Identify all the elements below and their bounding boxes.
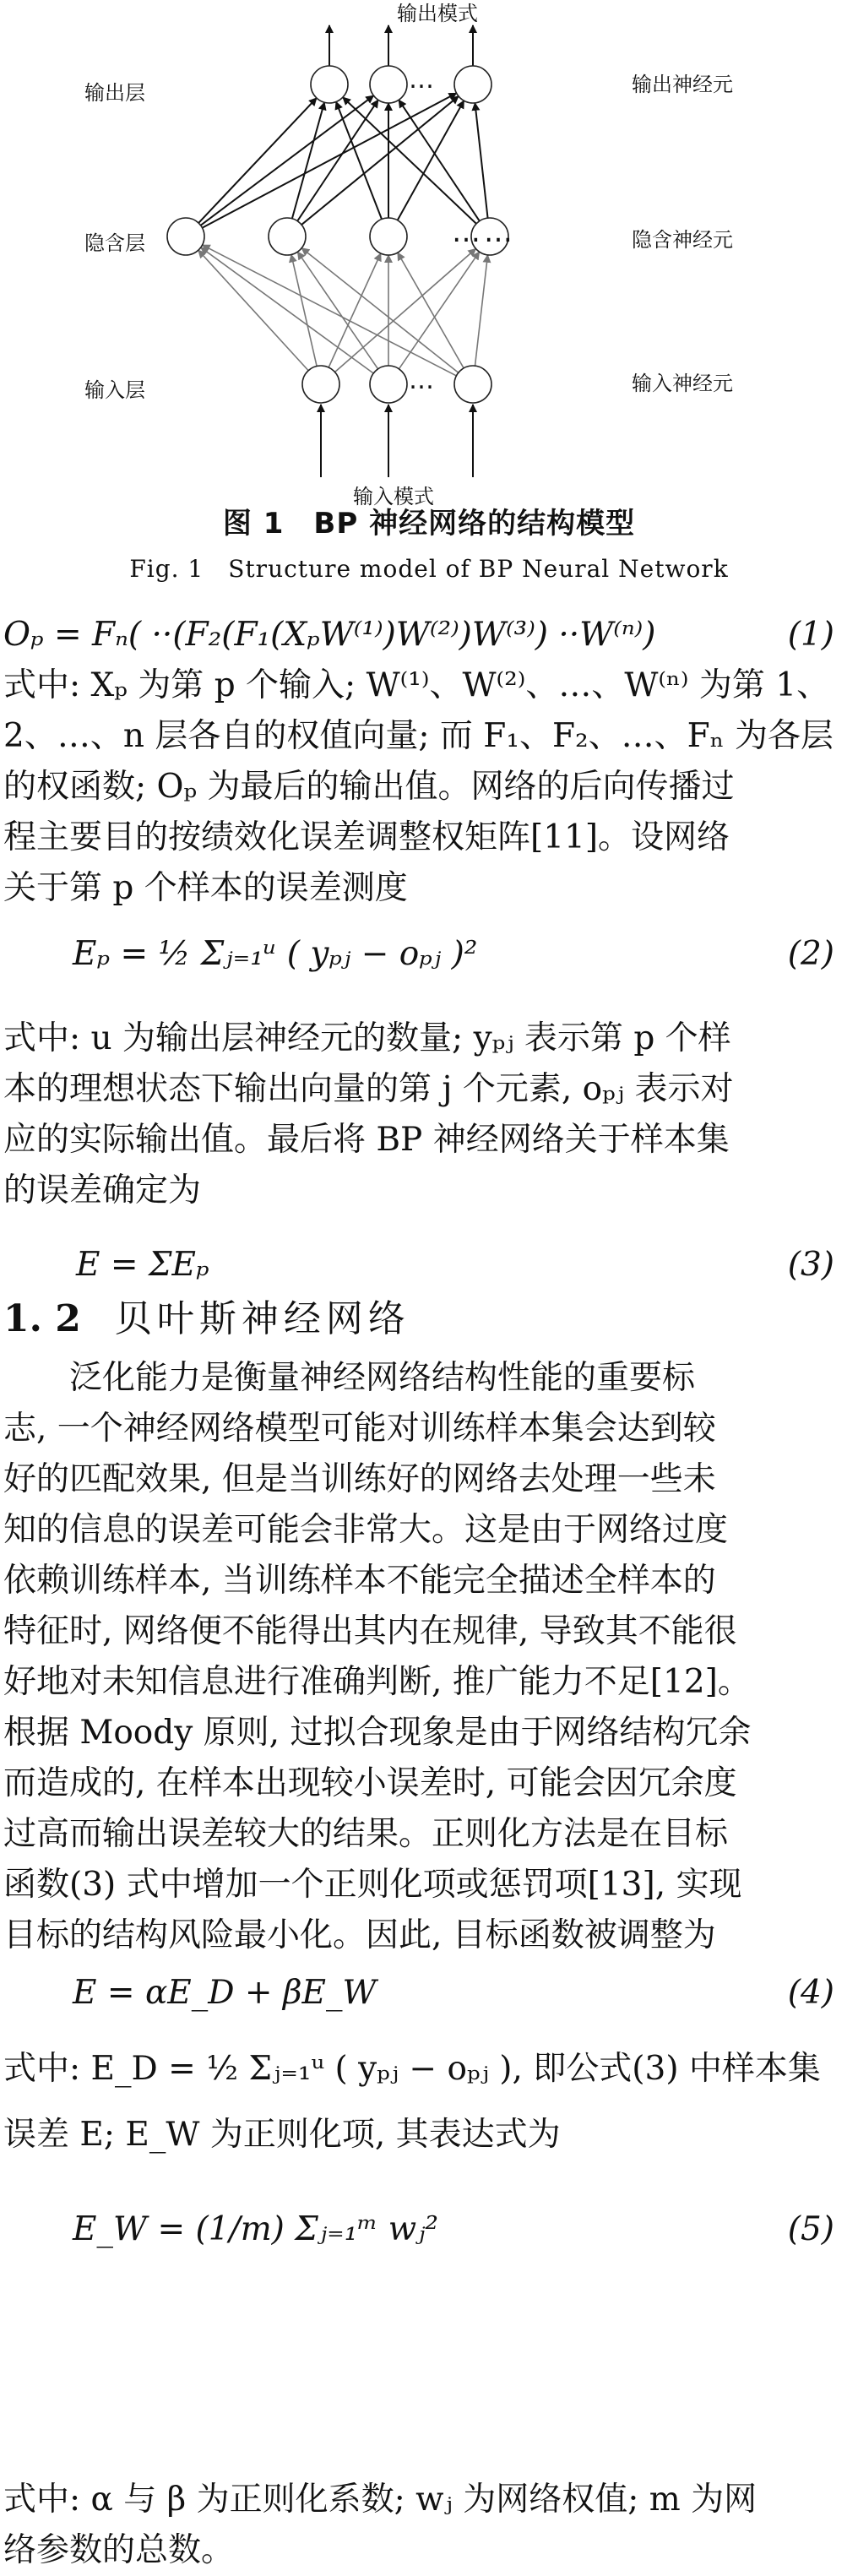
input-ellipsis: … <box>409 366 434 395</box>
input-hidden-edge <box>475 255 487 366</box>
hidden-output-edge <box>475 103 487 218</box>
output-neuron <box>311 66 348 103</box>
input-layer-label: 输入层 <box>84 378 145 402</box>
equation-1-number: (1) <box>787 616 834 654</box>
paragraph-line: 好的匹配效果, 但是当训练好的网络去处理一些未 <box>3 1460 716 1498</box>
hidden-output-edge <box>202 93 456 227</box>
figure-caption-cn: 图 1 BP 神经网络的结构模型 <box>222 507 636 541</box>
input-hidden-edge <box>297 252 377 369</box>
input-pattern-label: 输入模式 <box>353 485 434 507</box>
paragraph-line: 志, 一个神经网络模型可能对训练样本集会达到较 <box>3 1410 716 1448</box>
input-hidden-edge <box>291 254 317 366</box>
hidden-output-connections <box>198 93 487 227</box>
equation-5-number: (5) <box>787 2210 834 2248</box>
paragraph-line: 2、…、n 层各自的权值向量; 而 F₁、F₂、…、Fₙ 为各层 <box>3 717 834 755</box>
hidden-neuron <box>370 218 407 255</box>
paragraph-line: 泛化能力是衡量神经网络结构性能的重要标 <box>3 1359 696 1397</box>
output-neuron-label: 输出神经元 <box>632 73 733 96</box>
hidden-neuron <box>167 218 204 255</box>
hidden-output-edge <box>399 100 480 220</box>
paragraph-line: 依赖训练样本, 当训练样本不能完全描述全样本的 <box>3 1562 716 1600</box>
paragraph-line: 的误差确定为 <box>3 1171 202 1209</box>
hidden-output-edge <box>201 95 374 226</box>
equation-2: Eₚ = ½ Σⱼ₌₁ᵘ ( yₚⱼ − oₚⱼ )² <box>73 935 478 973</box>
input-hidden-connections <box>198 245 488 376</box>
paragraph-line: 根据 Moody 原则, 过拟合现象是由于网络结构冗余 <box>3 1714 752 1752</box>
paragraph-line: 程主要目的按绩效化误差调整权矩阵[11]。设网络 <box>3 818 730 856</box>
input-neuron <box>302 366 339 403</box>
paragraph-line: 目标的结构风险最小化。因此, 目标函数被调整为 <box>3 1916 716 1954</box>
equation-4-number: (4) <box>787 1974 834 2012</box>
hidden-output-edge <box>198 98 317 223</box>
input-hidden-edge <box>201 247 373 373</box>
hidden-layer-label: 隐含层 <box>84 231 145 255</box>
paragraph-line: 而造成的, 在样本出现较小误差时, 可能会因冗余度 <box>3 1764 737 1802</box>
output-ellipsis: … <box>409 65 434 95</box>
hidden-output-edge <box>336 102 382 220</box>
paragraph-line: 式中: u 为输出层神经元的数量; yₚⱼ 表示第 p 个样 <box>3 1019 731 1057</box>
output-layer-label: 输出层 <box>84 81 145 105</box>
section-number: 1. 2 <box>3 1297 81 1340</box>
input-hidden-edge <box>329 253 381 367</box>
hidden-neuron-label: 隐含神经元 <box>632 228 733 252</box>
paragraph-line: 络参数的总数。 <box>3 2531 235 2569</box>
figure-caption-en: Fig. 1 Structure model of BP Neural Network <box>129 555 729 583</box>
paragraph-line: 式中: α 与 β 为正则化系数; wⱼ 为网络权值; m 为网 <box>3 2481 758 2519</box>
paragraph-line: 函数(3) 式中增加一个正则化项或惩罚项[13], 实现 <box>3 1866 742 1904</box>
input-neuron-label: 输入神经元 <box>632 372 733 395</box>
input-neuron <box>454 366 491 403</box>
output-pattern-label: 输出模式 <box>397 2 478 25</box>
paragraph-line: 式中: E_D = ½ Σⱼ₌₁ᵘ ( yₚⱼ − oₚⱼ ), 即公式(3) 中样本集 <box>3 2050 821 2088</box>
paragraph-line: 特征时, 网络便不能得出其内在规律, 导致其不能很 <box>3 1612 737 1650</box>
equation-2-number: (2) <box>787 935 834 973</box>
equation-3-number: (3) <box>787 1246 834 1284</box>
bp-network-figure <box>0 0 858 507</box>
input-hidden-edge <box>399 252 479 369</box>
paragraph-line: 式中: Xₚ 为第 p 个输入; W⁽¹⁾、W⁽²⁾、…、W⁽ⁿ⁾ 为第 1、 <box>3 666 830 704</box>
paragraph-line: 过高而输出误差较大的结果。正则化方法是在目标 <box>3 1815 729 1853</box>
equation-5: E_W = (1/m) Σⱼ₌₁ᵐ wⱼ² <box>73 2210 439 2248</box>
paragraph-line: 好地对未知信息进行准确判断, 推广能力不足[12]。 <box>3 1663 751 1701</box>
hidden-output-edge <box>301 96 459 225</box>
output-neuron <box>370 66 407 103</box>
section-title: 贝叶斯神经网络 <box>114 1297 410 1340</box>
equation-3: E = ΣEₚ <box>76 1246 209 1284</box>
input-hidden-edge <box>203 245 457 376</box>
hidden-ellipsis: …… <box>452 215 516 249</box>
hidden-neuron <box>269 218 306 255</box>
output-neuron <box>454 66 491 103</box>
paragraph-line: 误差 E; E_W 为正则化项, 其表达式为 <box>3 2116 561 2154</box>
paragraph-line: 应的实际输出值。最后将 BP 神经网络关于样本集 <box>3 1121 730 1159</box>
input-neuron <box>370 366 407 403</box>
paragraph-line: 知的信息的误差可能会非常大。这是由于网络过度 <box>3 1511 729 1549</box>
paragraph-line: 的权函数; Oₚ 为最后的输出值。网络的后向传播过 <box>3 768 735 806</box>
paragraph-line: 关于第 p 个样本的误差测度 <box>3 869 408 907</box>
equation-1: Oₚ = Fₙ( ··(F₂(F₁(XₚW⁽¹⁾)W⁽²⁾)W⁽³⁾) ··W⁽ⁿ⁾) <box>3 616 656 654</box>
equation-4: E = αE_D + βE_W <box>73 1974 377 2012</box>
input-hidden-edge <box>301 248 459 373</box>
input-hidden-edge <box>198 250 308 371</box>
section-heading <box>3 1294 410 1345</box>
paragraph-line: 本的理想状态下输出向量的第 j 个元素, oₚⱼ 表示对 <box>3 1070 734 1108</box>
